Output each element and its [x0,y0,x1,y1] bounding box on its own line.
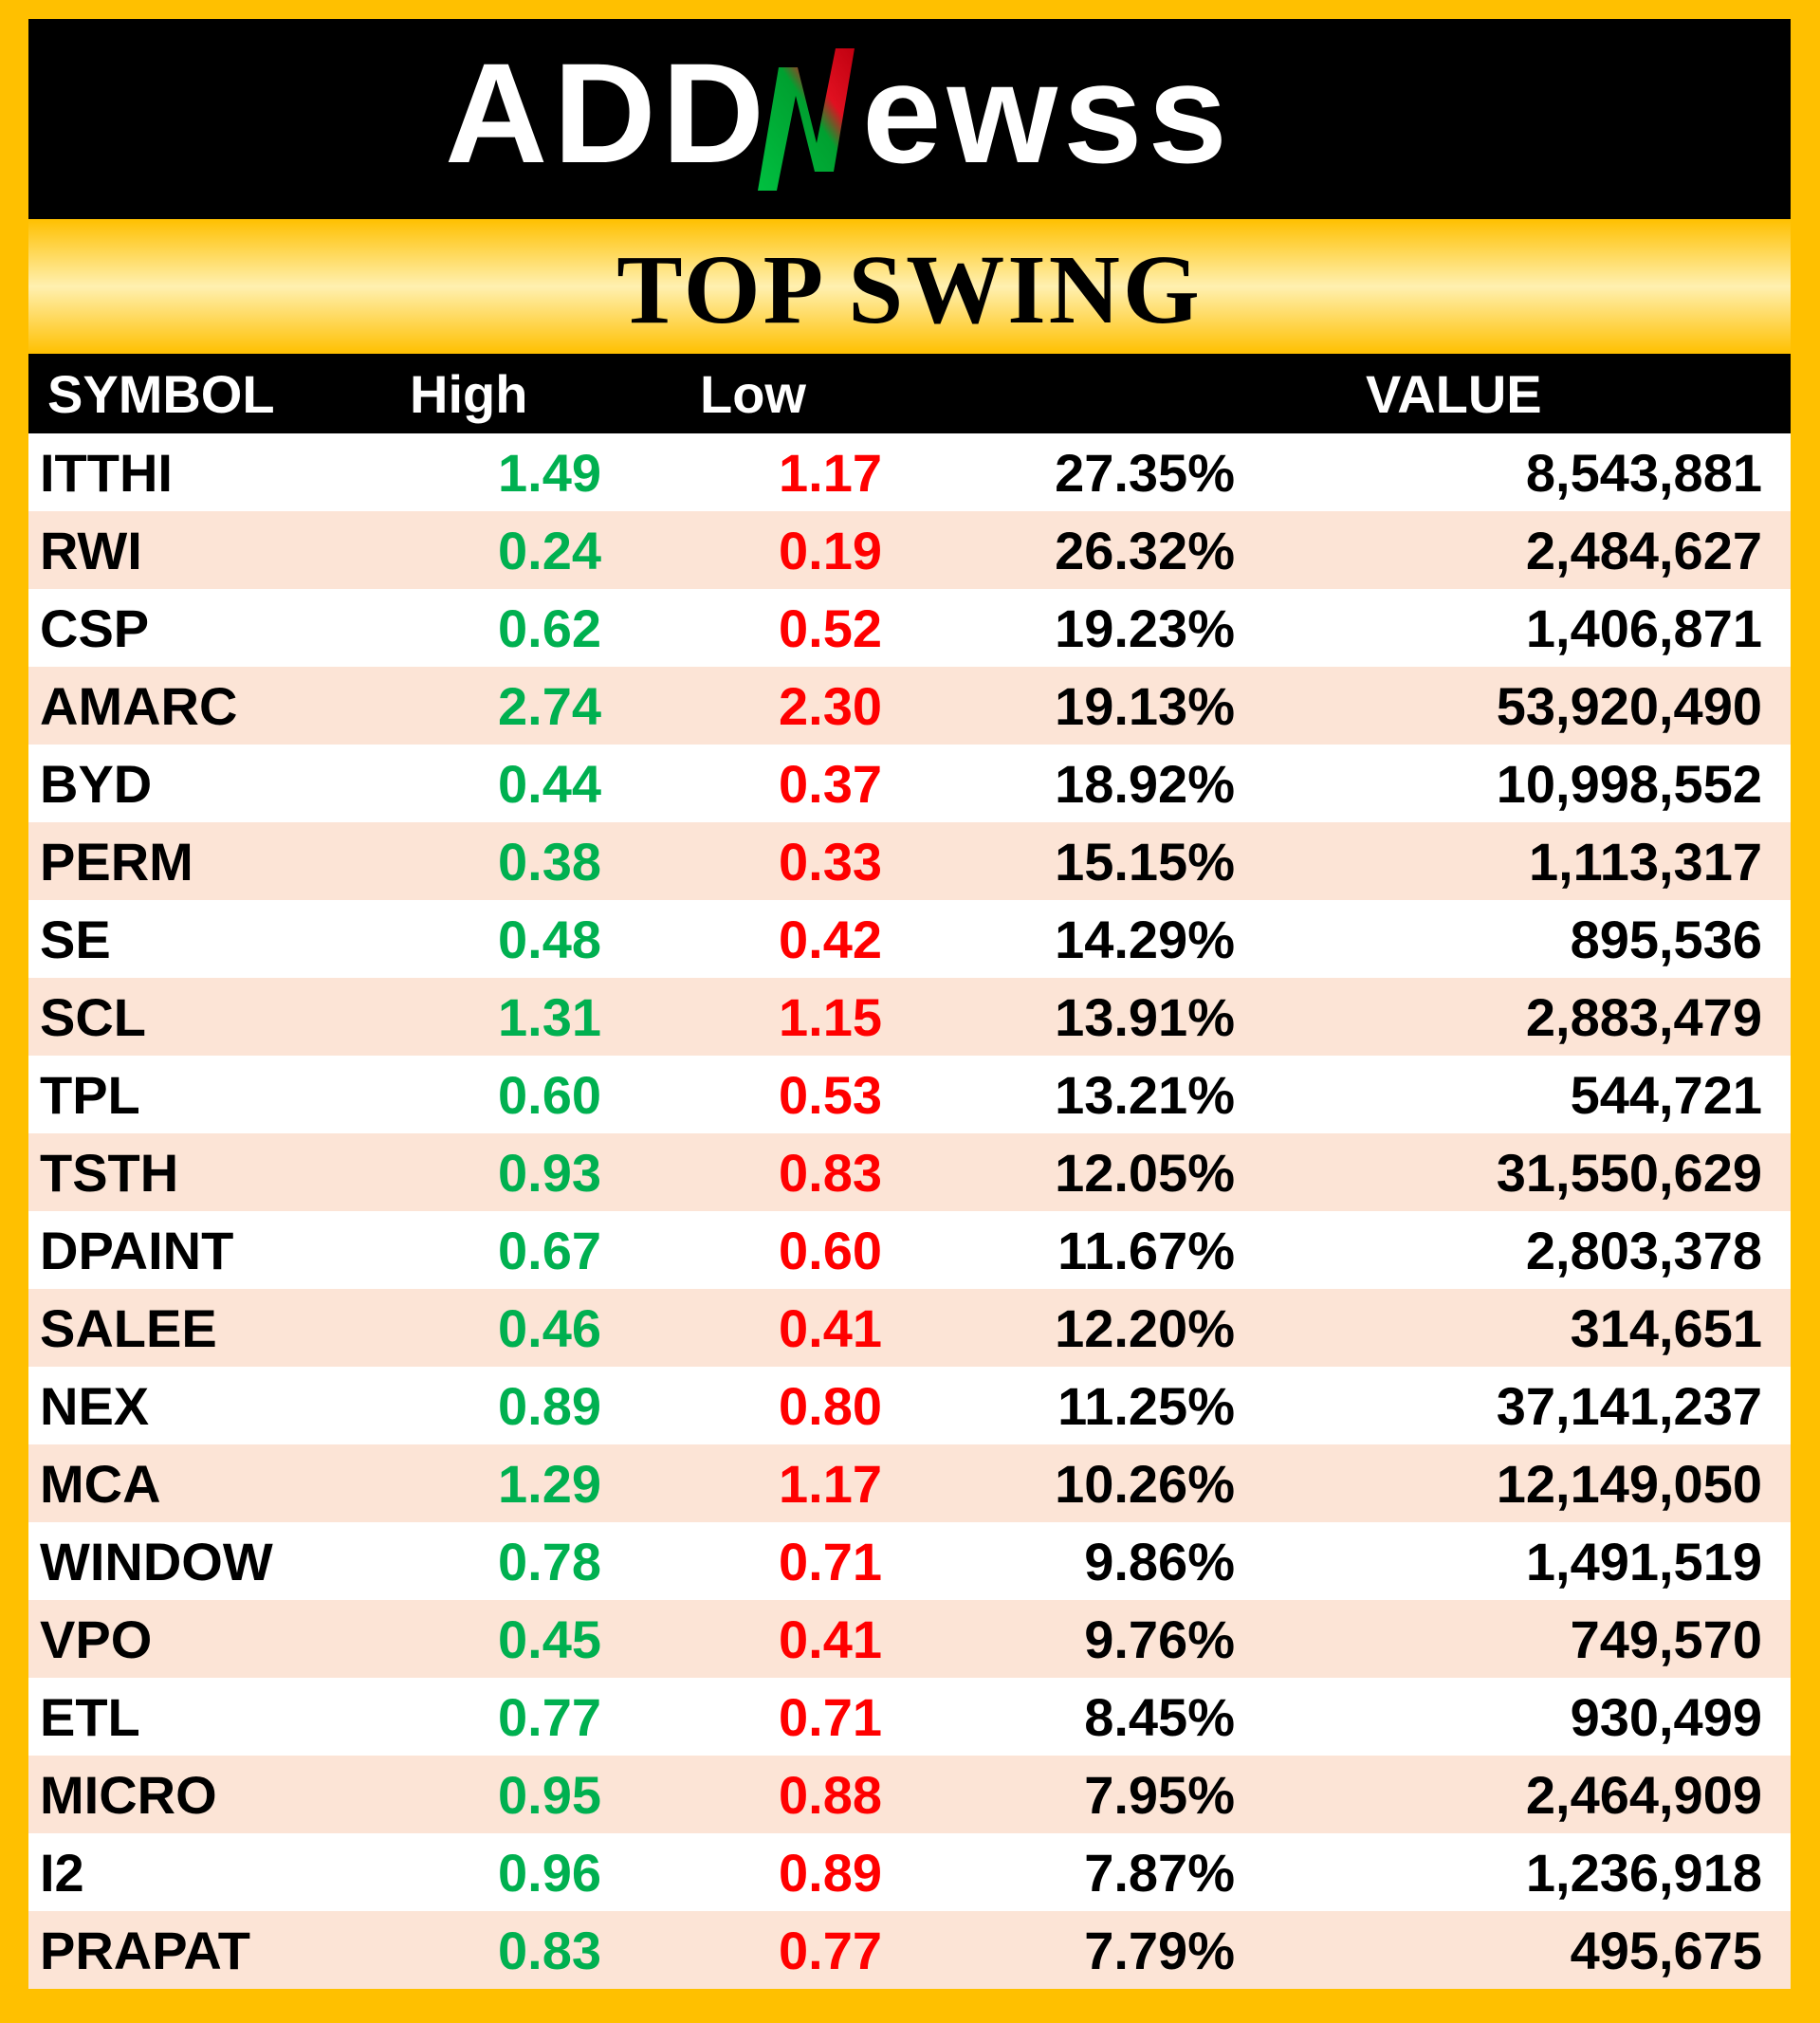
cell-value: 31,550,629 [1496,1142,1762,1203]
table-row [28,589,1791,667]
cell-symbol: MCA [40,1453,161,1514]
cell-high: 0.60 [498,1064,601,1125]
cell-low: 1.17 [779,442,882,503]
table-row [28,1600,1791,1678]
cell-low: 0.42 [779,909,882,969]
header-symbol: SYMBOL [47,363,275,424]
table-row [28,745,1791,822]
cell-high: 1.49 [498,442,601,503]
logo-text-add: ADD [445,32,770,193]
cell-symbol: I2 [40,1842,84,1903]
title-band [28,219,1791,354]
cell-symbol: CSP [40,598,150,658]
cell-swing-pct: 7.87% [1084,1842,1235,1903]
cell-low: 0.88 [779,1764,882,1825]
cell-symbol: SCL [40,986,146,1047]
cell-symbol: SE [40,909,111,969]
table-row [28,1833,1791,1911]
cell-value: 12,149,050 [1496,1453,1762,1514]
table-row [28,511,1791,589]
cell-swing-pct: 10.26% [1055,1453,1235,1514]
cell-low: 0.37 [779,753,882,814]
cell-symbol: VPO [40,1609,153,1669]
cell-swing-pct: 9.86% [1084,1531,1235,1591]
cell-value: 314,651 [1570,1297,1762,1358]
cell-high: 0.96 [498,1842,601,1903]
cell-high: 0.46 [498,1297,601,1358]
cell-low: 1.17 [779,1453,882,1514]
cell-value: 37,141,237 [1496,1375,1762,1436]
cell-swing-pct: 19.23% [1055,598,1235,658]
header-low: Low [700,363,806,424]
cell-swing-pct: 7.95% [1084,1764,1235,1825]
cell-symbol: AMARC [40,675,238,736]
cell-symbol: TPL [40,1064,140,1125]
cell-symbol: PERM [40,831,193,892]
cell-value: 1,236,918 [1525,1842,1762,1903]
cell-low: 0.52 [779,598,882,658]
cell-symbol: MICRO [40,1764,217,1825]
cell-high: 0.62 [498,598,601,658]
cell-value: 53,920,490 [1496,675,1762,736]
cell-symbol: RWI [40,520,142,580]
cell-high: 0.67 [498,1220,601,1280]
table-row [28,1522,1791,1600]
table-body [28,433,1791,1989]
table-row [28,1367,1791,1444]
cell-symbol: TSTH [40,1142,179,1203]
cell-value: 2,484,627 [1525,520,1762,580]
header-pct [910,354,1252,433]
cell-swing-pct: 11.67% [1057,1220,1235,1280]
cell-swing-pct: 15.15% [1055,831,1235,892]
cell-high: 0.24 [498,520,601,580]
cell-symbol: DPAINT [40,1220,234,1280]
cell-low: 0.53 [779,1064,882,1125]
cell-low: 0.71 [779,1531,882,1591]
cell-swing-pct: 19.13% [1055,675,1235,736]
logo-n-mark [758,48,855,191]
cell-value: 1,113,317 [1528,831,1762,892]
cell-low: 1.15 [779,986,882,1047]
cell-swing-pct: 11.25% [1057,1375,1235,1436]
cell-value: 930,499 [1570,1686,1762,1747]
cell-low: 0.80 [779,1375,882,1436]
cell-low: 0.89 [779,1842,882,1903]
cell-symbol: PRAPAT [40,1920,250,1980]
cell-low: 0.33 [779,831,882,892]
cell-value: 2,803,378 [1525,1220,1762,1280]
cell-high: 0.44 [498,753,601,814]
cell-swing-pct: 7.79% [1084,1920,1235,1980]
cell-value: 895,536 [1570,909,1762,969]
table-row [28,433,1791,511]
cell-high: 0.78 [498,1531,601,1591]
page-title: TOP SWING [616,235,1203,344]
header-value: VALUE [1366,363,1542,424]
table-row [28,1133,1791,1211]
cell-symbol: SALEE [40,1297,217,1358]
cell-high: 0.45 [498,1609,601,1669]
cell-swing-pct: 12.20% [1055,1297,1235,1358]
table-row [28,1678,1791,1756]
table-row [28,1211,1791,1289]
cell-value: 1,406,871 [1525,598,1762,658]
cell-symbol: ITTHI [40,442,173,503]
cell-low: 0.19 [779,520,882,580]
cell-high: 1.31 [498,986,601,1047]
cell-low: 0.41 [779,1609,882,1669]
cell-value: 544,721 [1570,1064,1762,1125]
cell-high: 0.38 [498,831,601,892]
top-swing-table [28,354,1791,1989]
cell-value: 1,491,519 [1525,1531,1762,1591]
table-row [28,1056,1791,1133]
cell-symbol: NEX [40,1375,150,1436]
cell-low: 0.71 [779,1686,882,1747]
cell-value: 2,464,909 [1525,1764,1762,1825]
cell-swing-pct: 8.45% [1084,1686,1235,1747]
cell-low: 0.41 [779,1297,882,1358]
cell-symbol: BYD [40,753,153,814]
cell-low: 0.83 [779,1142,882,1203]
table-header-row [28,354,1791,433]
table-row [28,1289,1791,1367]
cell-swing-pct: 13.91% [1055,986,1235,1047]
cell-swing-pct: 9.76% [1084,1609,1235,1669]
cell-high: 1.29 [498,1453,601,1514]
cell-high: 2.74 [498,675,601,736]
cell-symbol: ETL [40,1686,140,1747]
cell-high: 0.83 [498,1920,601,1980]
table-row [28,900,1791,978]
table-row [28,1911,1791,1989]
cell-swing-pct: 27.35% [1055,442,1235,503]
cell-high: 0.77 [498,1686,601,1747]
table-row [28,1756,1791,1833]
cell-value: 495,675 [1570,1920,1762,1980]
cell-value: 8,543,881 [1525,442,1762,503]
logo-bar [28,19,1791,219]
cell-value: 10,998,552 [1496,753,1762,814]
addnewss-logo [445,29,1374,210]
table-row [28,667,1791,745]
cell-high: 0.95 [498,1764,601,1825]
cell-swing-pct: 18.92% [1055,753,1235,814]
cell-high: 0.93 [498,1142,601,1203]
cell-high: 0.48 [498,909,601,969]
table-row [28,822,1791,900]
table-row [28,978,1791,1056]
cell-low: 0.60 [779,1220,882,1280]
header-high: High [410,363,528,424]
cell-swing-pct: 13.21% [1055,1064,1235,1125]
cell-low: 2.30 [779,675,882,736]
cell-swing-pct: 14.29% [1055,909,1235,969]
table-row [28,1444,1791,1522]
cell-swing-pct: 26.32% [1055,520,1235,580]
cell-high: 0.89 [498,1375,601,1436]
cell-low: 0.77 [779,1920,882,1980]
cell-value: 749,570 [1570,1609,1762,1669]
cell-swing-pct: 12.05% [1055,1142,1235,1203]
logo-text-ewss: ewss [862,32,1233,193]
cell-value: 2,883,479 [1525,986,1762,1047]
cell-symbol: WINDOW [40,1531,273,1591]
